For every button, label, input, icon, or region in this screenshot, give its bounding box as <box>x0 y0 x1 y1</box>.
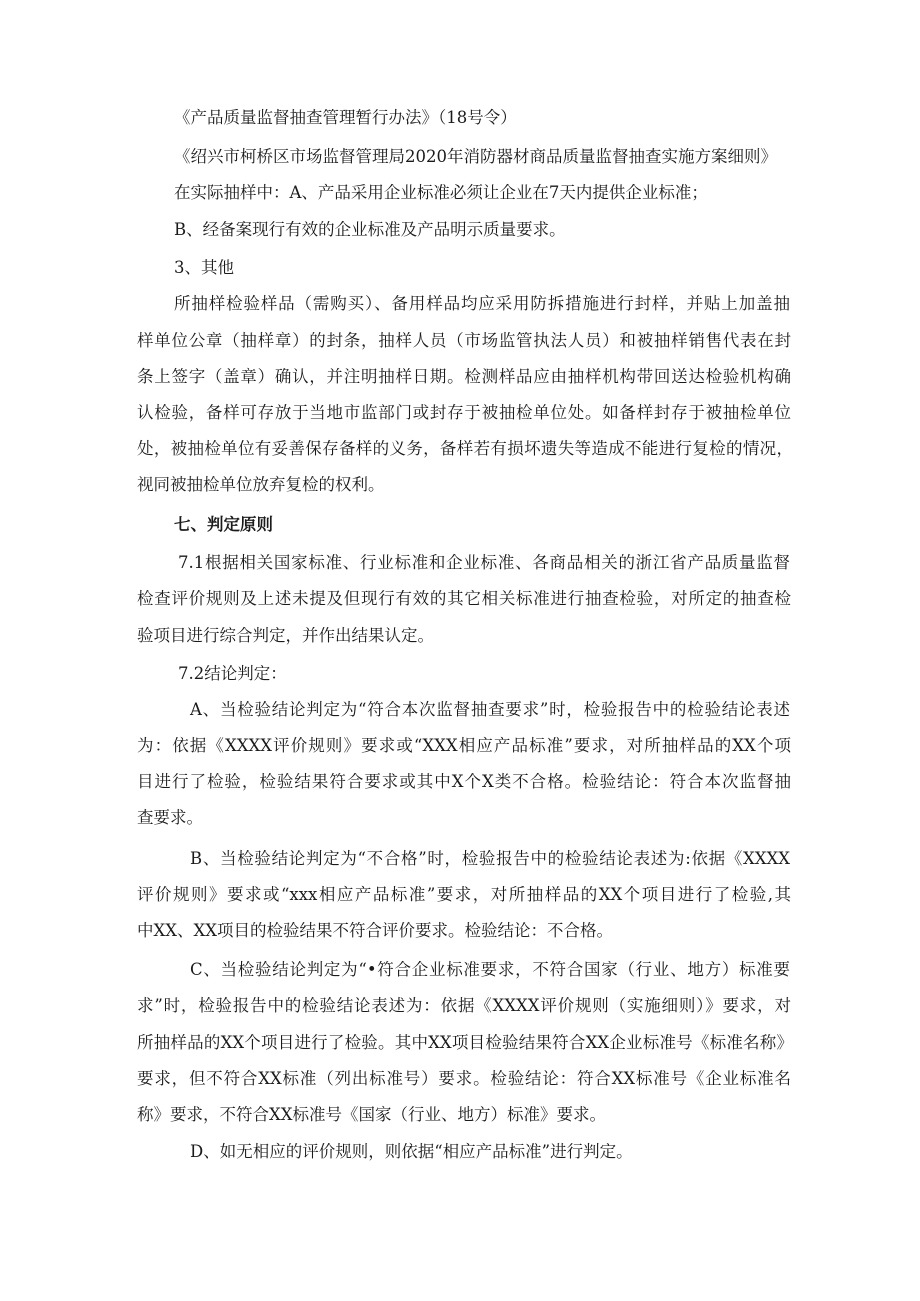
text-line-23: 中XX、XX项目的检验结果不符合评价要求。检验结论：不合格。 <box>137 921 613 940</box>
text-line-27: 要求，但不符合XX标准（列出标准号）要求。检验结论：符合XX标准号《企业标准名 <box>137 1069 791 1088</box>
text-line-20: 查要求。 <box>137 808 203 827</box>
text-line-7: 样单位公章（抽样章）的封条，抽样人员（市场监管执法人员）和被抽样销售代表在封 <box>137 331 791 350</box>
text-line-13: 7.1根据相关国家标准、行业标准和企业标准、各商品相关的浙江省产品质量监督 <box>178 553 790 572</box>
text-line-10: 处，被抽检单位有妥善保存备样的义务，备样若有损坏遗失等造成不能进行复检的情况， <box>137 439 793 458</box>
text-line-11: 视同被抽检单位放弃复检的权利。 <box>137 475 385 494</box>
section-heading-other: 3、其他 <box>174 258 234 277</box>
subsection-heading-7-2: 7.2结论判定： <box>178 664 287 683</box>
text-line-21: B、当检验结论判定为“不合格”时，检验报告中的检验结论表述为:依据《XXXX <box>190 849 790 868</box>
text-line-22: 评价规则》要求或“xxx相应产品标准”要求，对所抽样品的XX个项目进行了检验,其 <box>137 885 791 904</box>
text-line-2: 《绍兴市柯桥区市场监督管理局2020年消防器材商品质量监督抽查实施方案细则》 <box>174 147 777 166</box>
text-line-6: 所抽样检验样品（需购买）、备用样品均应采用防拆措施进行封样，并贴上加盖抽 <box>174 294 790 313</box>
section-heading-judgement: 七、判定原则 <box>174 515 273 534</box>
text-line-29: D、如无相应的评价规则，则依据“相应产品标准”进行判定。 <box>190 1142 633 1161</box>
text-line-4: B、经备案现行有效的企业标准及产品明示质量要求。 <box>174 220 566 239</box>
text-line-24: C、当检验结论判定为“•符合企业标准要求，不符合国家（行业、地方）标准要 <box>190 960 790 979</box>
text-line-15: 验项目进行综合判定，并作出结果认定。 <box>137 626 434 645</box>
text-line-14: 检查评价规则及上述未提及但现行有效的其它相关标准进行抽查检验，对所定的抽查检 <box>137 589 791 608</box>
text-line-19: 目进行了检验，检验结果符合要求或其中X个X类不合格。检验结论：符合本次监督抽 <box>137 772 791 791</box>
text-line-17: A、当检验结论判定为“符合本次监督抽查要求”时，检验报告中的检验结论表述 <box>190 700 790 719</box>
text-line-18: 为：依据《XXXX评价规则》要求或“XXX相应产品标准”要求，对所抽样品的XX个项 <box>137 736 791 755</box>
text-line-25: 求”时，检验报告中的检验结论表述为：依据《XXXX评价规则（实施细则）》要求，对 <box>137 996 791 1015</box>
text-line-28: 称》要求，不符合XX标准号《国家（行业、地方）标准》要求。 <box>137 1105 606 1124</box>
text-line-9: 认检验，备样可存放于当地市监部门或封存于被抽检单位处。如备样封存于被抽检单位 <box>137 403 791 422</box>
text-line-26: 所抽样品的XX个项目进行了检验。其中XX项目检验结果符合XX企业标准号《标准名称》 <box>137 1033 793 1052</box>
text-line-3: 在实际抽样中：A、产品采用企业标准必须让企业在7天内提供企业标准； <box>174 183 708 202</box>
text-line-1: 《产品质量监督抽查管理暂行办法》（18号令） <box>174 108 517 127</box>
text-line-8: 条上签字（盖章）确认，并注明抽样日期。检测样品应由抽样机构带回送达检验机构确 <box>137 367 791 386</box>
